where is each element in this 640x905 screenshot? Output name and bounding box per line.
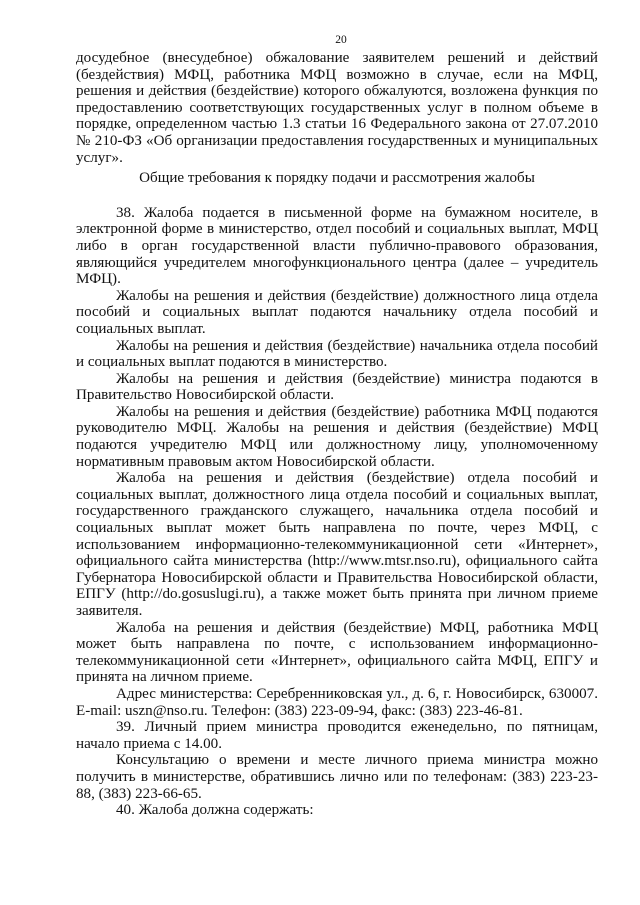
paragraph: Жалобы на решения и действия (бездействие) начальника отдела пособий и социальных выплат подаются в министерство. xyxy=(76,337,598,371)
paragraph-39: 39. Личный прием министра проводится еженедельно, по пятницам, начало приема с 14.00. xyxy=(76,719,598,752)
page-number: 20 xyxy=(335,34,347,46)
section-heading: Общие требования к порядку подачи и рассмотрения жалобы xyxy=(139,170,535,187)
paragraph: Жалобы на решения и действия (бездействие) министра подаются в Правительство Новосибирской области. xyxy=(76,370,598,404)
ministry-address: Адрес министерства: Серебренниковская ул., д. 6, г. Новосибирск, 630007. E-mail: uszn@nso.ru. Телефон: (383) 223-09-94, факс: (383) 223-46-81. xyxy=(76,685,598,719)
paragraph-38: 38. Жалоба подается в письменной форме на бумажном носителе, в электронной форме в министерство, отдел пособий и социальных выплат, МФЦ либо в орган государственной власти публично-правового образования, являющийся учредителем многофункционального центра (далее – учредитель МФЦ). xyxy=(76,204,598,288)
paragraph: Жалобы на решения и действия (бездействие) должностного лица отдела пособий и социальных выплат подаются начальнику отдела пособий и социальных выплат. xyxy=(76,287,598,337)
paragraph: Жалобы на решения и действия (бездействие) работника МФЦ подаются руководителю МФЦ. Жалобы на решения и действия (бездействие) МФЦ подаются учредителю МФЦ или должностному лицу, уполномоченному нормативным правовым актом Новосибирской области. xyxy=(76,403,598,470)
paragraph-continuation: досудебное (внесудебное) обжалование заявителем решений и действий (бездействия) МФЦ, работника МФЦ возможно в случае, если на МФЦ, решения и действия (бездействие) которого обжалуются, возложена функция по предоставлению соответствующих государственных услуг в полном объеме в порядке, определенном частью 1.3 статьи 16 Федерального закона от 27.07.2010 № 210-ФЗ «Об организации предоставления государственных и муниципальных услуг». xyxy=(76,50,598,166)
paragraph-40: 40. Жалоба должна содержать: xyxy=(116,802,314,819)
paragraph: Жалоба на решения и действия (бездействие) МФЦ, работника МФЦ может быть направлена по почте, с использованием информационно-телекоммуникационной сети «Интернет», официального сайта МФЦ, ЕПГУ и принята на личном приеме. xyxy=(76,619,598,686)
paragraph: Жалоба на решения и действия (бездействие) отдела пособий и социальных выплат, должностного лица отдела пособий и социальных выплат, государственного гражданского служащего, начальника отдела пособий и социальных выплат может быть направлена по почте, через МФЦ, с использованием информационно-телекоммуникационной сети «Интернет», официального сайта министерства (http://www.mtsr.nso.ru), официального сайта Губернатора Новосибирской области и Правительства Новосибирской области, ЕПГУ (http://do.gosuslugi.ru), а также может быть принята при личном приеме заявителя. xyxy=(76,470,598,619)
paragraph: Консультацию о времени и месте личного приема министра можно получить в министерстве, обратившись лично или по телефонам: (383) 223-23-88, (383) 223-66-65. xyxy=(76,752,598,802)
